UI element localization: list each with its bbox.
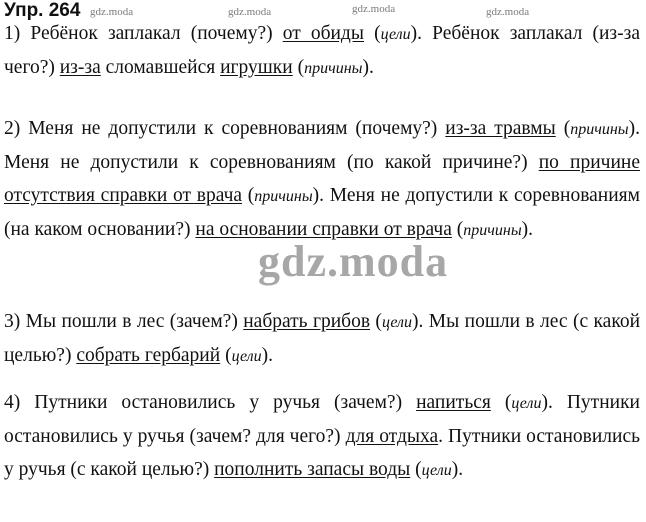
watermark-small: gdz.moda	[486, 6, 530, 18]
paragraph-4	[4, 386, 640, 487]
underlined-phrase: напиться	[416, 392, 491, 413]
note: цели	[380, 26, 411, 43]
text: (	[363, 23, 381, 44]
watermark-large: gdz.moda	[258, 237, 449, 286]
text: ).	[362, 57, 374, 78]
underlined-phrase: пополнить запасы воды	[214, 459, 411, 480]
underlined-phrase: из-за	[59, 57, 101, 78]
text: (	[292, 57, 305, 78]
text: (	[220, 345, 232, 366]
underlined-phrase: от обиды	[282, 23, 364, 44]
paragraph-1	[4, 17, 640, 85]
underlined-phrase: набрать грибов	[243, 311, 371, 332]
underlined-phrase: на основании справки от врача	[195, 219, 452, 240]
note: причины	[254, 188, 313, 205]
underlined-phrase: собрать гербарий	[76, 345, 221, 366]
underlined-phrase: по причине отсутствия справки от врача	[4, 152, 640, 206]
text: 2) Меня не допустили к соревнованиям (почему?)	[4, 118, 446, 139]
text: ).	[451, 459, 464, 480]
watermark-small: gdz.moda	[352, 3, 396, 15]
text: (	[410, 459, 422, 480]
text: ).	[521, 219, 534, 240]
watermark-small: gdz.moda	[90, 6, 134, 18]
text: 3) Мы пошли в лес (зачем?)	[4, 311, 244, 332]
text: ).	[261, 345, 274, 366]
text: ). Путники остановились у ручья (зачем? для чего?)	[4, 392, 640, 447]
exercise-title: Упр. 264	[4, 0, 81, 21]
text: (	[451, 219, 464, 240]
text: ). Меня не допустили к соревнованиям (на каком основании?)	[4, 185, 640, 240]
text: ). Меня не допустили к соревнованиям (по какой причине?)	[4, 118, 640, 173]
text: ). Ребёнок заплакал (из-за чего?)	[4, 23, 640, 78]
note: цели	[381, 314, 413, 331]
underlined-phrase: из-за травмы	[445, 118, 556, 139]
watermark-small: gdz.moda	[228, 6, 272, 18]
text: . Путники остановились у ручья (с какой целью?)	[4, 426, 640, 480]
underlined-phrase: игрушки	[220, 57, 293, 78]
text: 4) Путники остановились у ручья (зачем?)	[4, 392, 417, 413]
note: причины	[463, 222, 522, 239]
text: (	[370, 311, 382, 332]
note: цели	[421, 462, 452, 479]
text: 1) Ребёнок заплакал (почему?)	[4, 23, 283, 44]
note: причины	[570, 121, 629, 138]
note: цели	[231, 348, 262, 365]
text: (	[490, 392, 512, 413]
text: ). Мы пошли в лес (с какой целью?)	[4, 311, 641, 366]
text: (	[555, 118, 571, 139]
text: сломавшейся	[100, 57, 221, 78]
paragraph-2	[4, 112, 640, 247]
paragraph-3	[4, 305, 640, 373]
note: причины	[304, 60, 363, 77]
underlined-phrase: для отдыха	[345, 426, 439, 447]
text: (	[242, 185, 255, 206]
note: цели	[511, 395, 542, 412]
